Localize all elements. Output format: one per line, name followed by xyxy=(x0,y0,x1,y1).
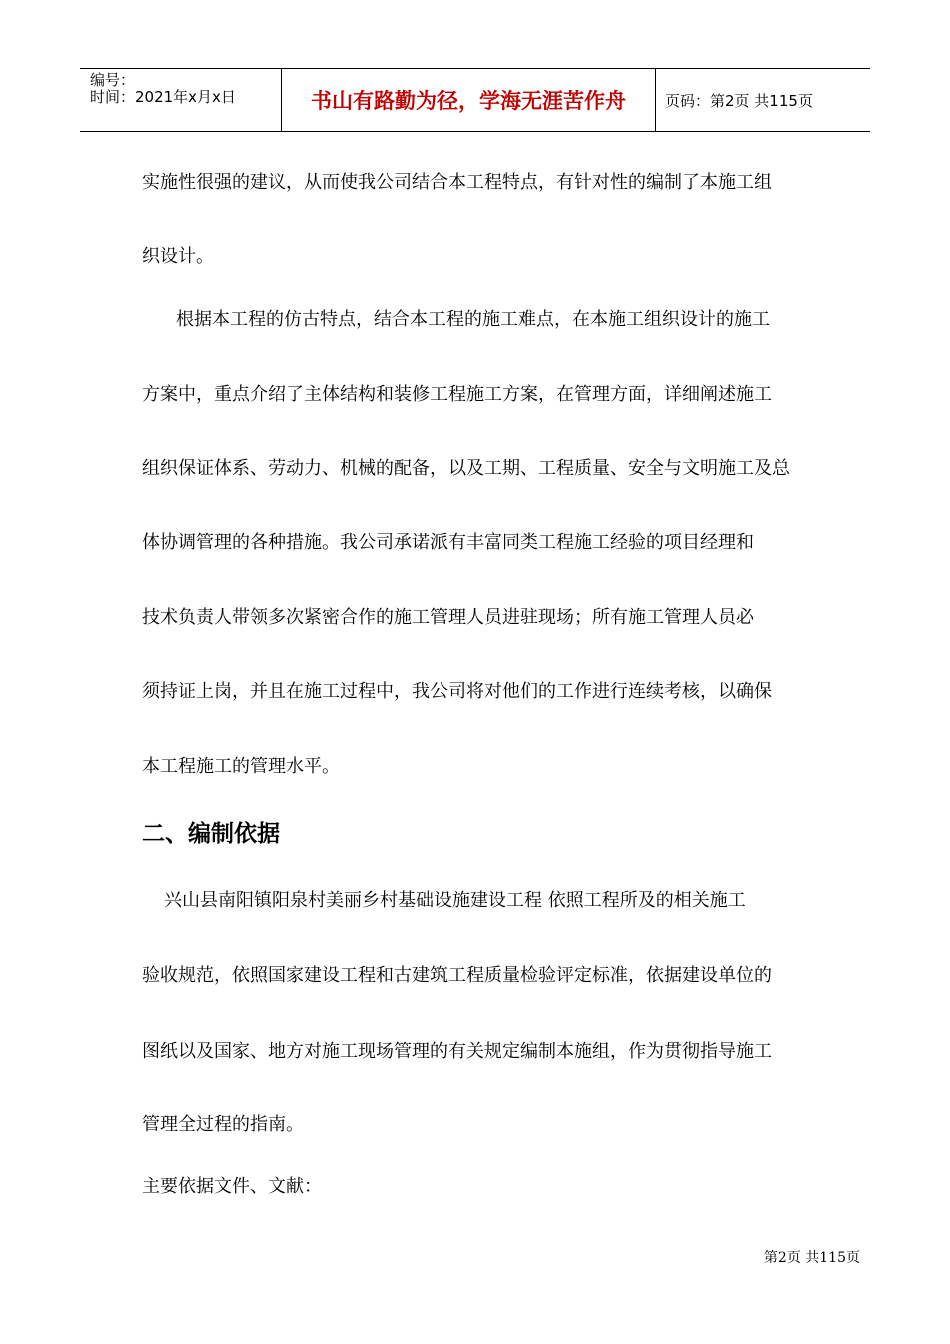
body-line: 主要依据文件、文献： xyxy=(142,1176,322,1197)
number-label: 编号： xyxy=(90,71,136,89)
body-line: 技术负责人带领多次紧密合作的施工管理人员进驻现场；所有施工管理人员必 xyxy=(142,607,754,628)
body-line: 组织保证体系、劳动力、机械的配备，以及工期、工程质量、安全与文明施工及总 xyxy=(142,458,790,479)
section-heading: 二、编制依据 xyxy=(142,821,280,847)
body-line: 验收规范，依照国家建设工程和古建筑工程质量检验评定标准，依据建设单位的 xyxy=(142,965,772,986)
body-line: 须持证上岗，并且在施工过程中，我公司将对他们的工作进行连续考核，以确保 xyxy=(142,681,772,702)
body-line: 根据本工程的仿古特点，结合本工程的施工难点，在本施工组织设计的施工 xyxy=(176,309,770,330)
body-line: 实施性很强的建议，从而使我公司结合本工程特点，有针对性的编制了本施工组 xyxy=(142,172,772,193)
header-right-cell xyxy=(655,69,870,131)
page-header xyxy=(80,68,870,132)
body-line: 本工程施工的管理水平。 xyxy=(142,756,340,777)
time-label: 时间：2021年x月x日 xyxy=(90,88,236,106)
body-line: 图纸以及国家、地方对施工现场管理的有关规定编制本施组，作为贯彻指导施工 xyxy=(142,1041,772,1062)
page-footer: 第2页 共115页 xyxy=(763,1250,860,1266)
header-motto: 书山有路勤为径，学海无涯苦作舟 xyxy=(311,88,626,113)
body-line: 兴山县南阳镇阳泉村美丽乡村基础设施建设工程 依照工程所及的相关施工 xyxy=(164,890,746,911)
header-left-cell xyxy=(80,69,280,131)
body-line: 管理全过程的指南。 xyxy=(142,1114,304,1135)
body-line: 织设计。 xyxy=(142,246,214,267)
body-line: 方案中，重点介绍了主体结构和装修工程施工方案，在管理方面，详细阐述施工 xyxy=(142,384,772,405)
header-motto-cell xyxy=(281,69,656,131)
header-page-info: 页码：第2页 共115页 xyxy=(665,92,813,110)
body-line: 体协调管理的各种措施。我公司承诺派有丰富同类工程施工经验的项目经理和 xyxy=(142,532,754,553)
